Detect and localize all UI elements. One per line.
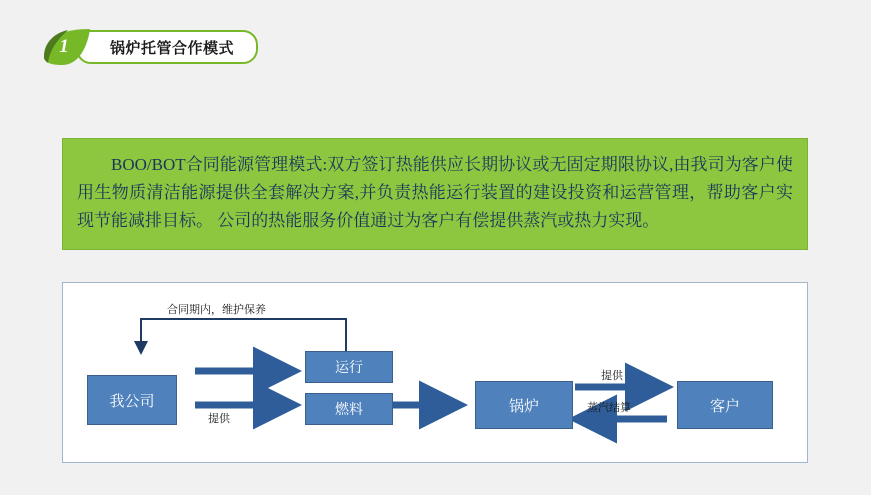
node-fuel-label: 燃料 [335, 401, 363, 417]
node-boiler [475, 381, 573, 429]
description-box [62, 138, 808, 250]
title-pill [76, 30, 258, 64]
node-fuel [305, 393, 393, 425]
label-provide-steam: 提供 [601, 370, 623, 382]
node-boiler-label: 锅炉 [508, 397, 539, 415]
node-customer [677, 381, 773, 429]
node-operation [305, 351, 393, 383]
badge-number: 1 [59, 36, 69, 57]
label-steam-settlement: 蒸汽结算 [587, 402, 631, 414]
label-maintain: 合同期内，维护保养 [167, 304, 266, 316]
page-title: 锅炉托管合作模式 [110, 39, 235, 57]
slide-title-band [40, 26, 258, 68]
node-company-label: 我公司 [109, 392, 155, 410]
node-operation-label: 运行 [335, 359, 363, 375]
leaf-number-badge [40, 27, 92, 67]
label-provide-fuel: 提供 [208, 413, 230, 425]
process-diagram [62, 282, 808, 463]
node-customer-label: 客户 [709, 397, 740, 415]
description-text: BOO/BOT合同能源管理模式:双方签订热能供应长期协议或无固定期限协议,由我司为客户使用生物质清洁能源提供全套解决方案,并负责热能运行装置的建设投资和运营管理，帮助客户实现节能减排目标。 公司的热能服务价值通过为客户有偿提供蒸汽或热力实现。 [77, 155, 793, 230]
node-company [87, 375, 177, 425]
